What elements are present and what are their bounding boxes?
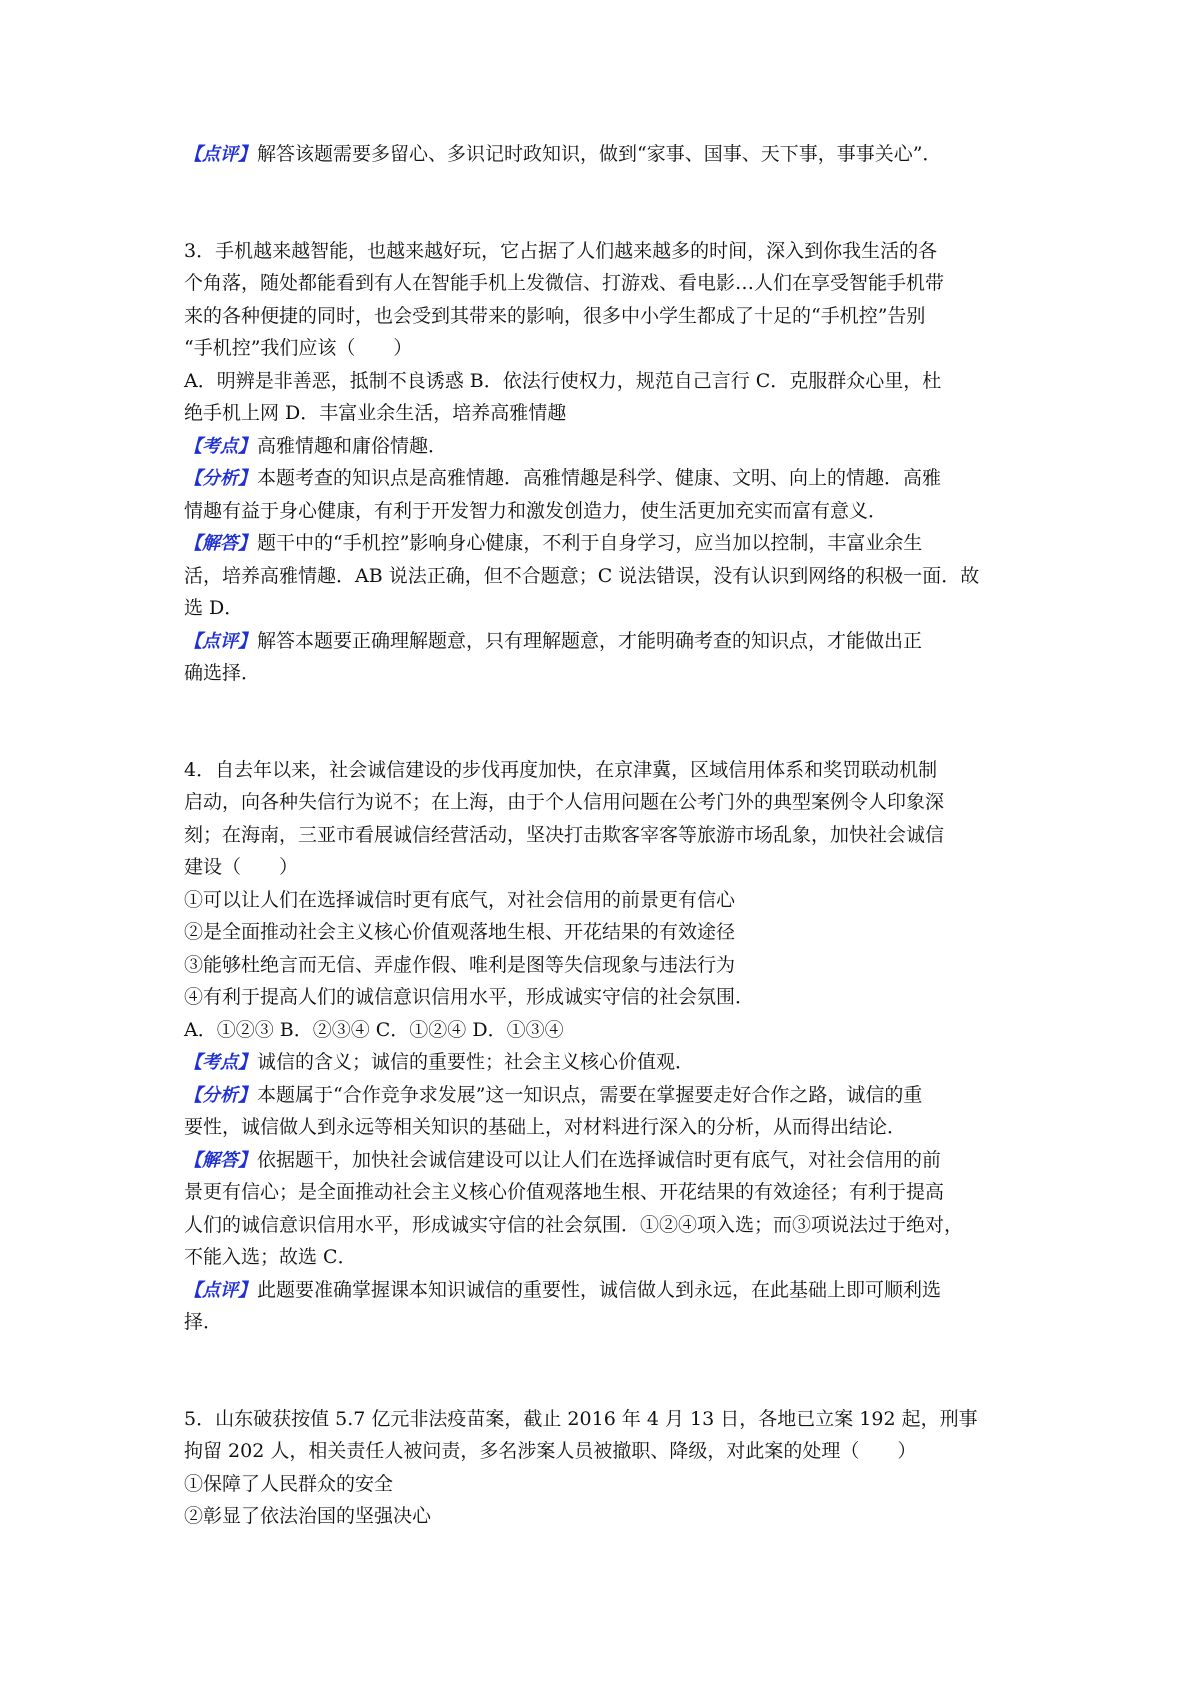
answer-text: 题干中的“手机控”影响身心健康，不利于自身学习，应当加以控制，丰富业余生 bbox=[257, 532, 923, 554]
question-stem-line: 启动，向各种失信行为说不；在上海，由于个人信用问题在公考门外的典型案例令人印象深 bbox=[184, 791, 945, 813]
comment-text: 解答该题需要多留心、多识记时政知识，做到“家事、国事、天下事，事事关心”． bbox=[257, 143, 942, 165]
analysis-line: 要性，诚信做人到永远等相关知识的基础上，对材料进行深入的分析，从而得出结论． bbox=[184, 1116, 907, 1138]
question-stem-line: 拘留 202 人，相关责任人被问责，多名涉案人员被撤职、降级，对此案的处理（ ） bbox=[184, 1440, 917, 1462]
point-text: 诚信的含义；诚信的重要性；社会主义核心价值观． bbox=[257, 1051, 695, 1073]
point-text: 高雅情趣和庸俗情趣． bbox=[257, 434, 448, 457]
analysis-tag: 【分析】 bbox=[184, 1084, 256, 1106]
comment-text: 此题要准确掌握课本知识诚信的重要性，诚信做人到永远，在此基础上即可顺利选 bbox=[257, 1278, 942, 1301]
analysis-line bbox=[184, 462, 1024, 495]
analysis-text: 本题属于“合作竞争求发展”这一知识点，需要在掌握要走好合作之路，诚信的重 bbox=[257, 1083, 923, 1106]
answer-line: 活，培养高雅情趣．AB 说法正确，但不合题意；C 说法错误，没有认识到网络的积极一面．故 bbox=[184, 564, 980, 587]
comment-text: 解答本题要正确理解题意，只有理解题意，才能明确考查的知识点，才能做出正 bbox=[257, 629, 923, 652]
answer-line bbox=[184, 1144, 1024, 1177]
answer-line: 人们的诚信意识信用水平，形成诚实守信的社会氛围．①②④项入选；而③项说法过于绝对， bbox=[184, 1213, 964, 1236]
answer-line: 景更有信心；是全面推动社会主义核心价值观落地生根、开花结果的有效途径；有利于提高 bbox=[184, 1181, 945, 1203]
point-tag: 【考点】 bbox=[184, 1052, 256, 1073]
question-stem-line: 个角落，随处都能看到有人在智能手机上发微信、打游戏、看电影…人们在享受智能手机带 bbox=[184, 272, 945, 294]
analysis-line bbox=[184, 1079, 1024, 1112]
question-5 bbox=[184, 1403, 1024, 1533]
analysis-tag: 【分析】 bbox=[184, 468, 256, 489]
answer-tag: 【解答】 bbox=[184, 1149, 256, 1171]
statement-item: ①保障了人民群众的安全 bbox=[184, 1472, 394, 1495]
point-line bbox=[184, 1046, 1024, 1079]
point-tag: 【考点】 bbox=[184, 435, 256, 457]
answer-line: 选 D． bbox=[184, 597, 244, 619]
statement-item: ①可以让人们在选择诚信时更有底气，对社会信用的前景更有信心 bbox=[184, 888, 736, 911]
analysis-line: 情趣有益于身心健康，有利于开发智力和激发创造力，使生活更加充实而富有意义． bbox=[184, 499, 888, 522]
answer-line: 不能入选；故选 C． bbox=[184, 1246, 357, 1268]
comment-line bbox=[184, 625, 1024, 658]
question-options-line: 绝手机上网 D．丰富业余生活，培养高雅情趣 bbox=[184, 402, 567, 424]
comment-line bbox=[184, 1274, 1024, 1307]
comment-tag: 【点评】 bbox=[184, 1279, 256, 1301]
question-stem-line: 3．手机越来越智能，也越来越好玩，它占据了人们越来越多的时间，深入到你我生活的各 bbox=[184, 239, 938, 262]
q2-comment bbox=[184, 138, 1024, 171]
analysis-text: 本题考查的知识点是高雅情趣．高雅情趣是科学、健康、文明、向上的情趣．高雅 bbox=[257, 467, 942, 489]
comment-line: 择． bbox=[184, 1311, 223, 1333]
comment-tag: 【点评】 bbox=[184, 630, 256, 652]
statement-item: ②彰显了依法治国的坚强决心 bbox=[184, 1505, 432, 1527]
question-options-line: A．明辨是非善恶，抵制不良诱惑 B．依法行使权力，规范自己言行 C．克服群众心里，杜 bbox=[184, 369, 942, 392]
answer-tag: 【解答】 bbox=[184, 533, 256, 554]
comment-tag: 【点评】 bbox=[184, 144, 256, 165]
comment-line: 确选择． bbox=[184, 662, 261, 684]
answer-line bbox=[184, 527, 1024, 560]
question-3 bbox=[184, 235, 1024, 690]
statement-item: ③能够杜绝言而无信、弄虚作假、唯利是图等失信现象与违法行为 bbox=[184, 953, 736, 976]
statement-item: ②是全面推动社会主义核心价值观落地生根、开花结果的有效途径 bbox=[184, 921, 736, 943]
question-4 bbox=[184, 754, 1024, 1339]
question-stem-line: 5．山东破获按值 5.7 亿元非法疫苗案，截止 2016 年 4 月 13 日，各地已立案 192 起，刑事 bbox=[184, 1407, 978, 1430]
statement-item: ④有利于提高人们的诚信意识信用水平，形成诚实守信的社会氛围． bbox=[184, 986, 755, 1008]
question-stem-line: 来的各种便捷的同时，也会受到其带来的影响，很多中小学生都成了十足的“手机控”告别 bbox=[184, 304, 926, 327]
question-stem-line: 建设（ ） bbox=[184, 856, 299, 878]
answer-text: 依据题干，加快社会诚信建设可以让人们在选择诚信时更有底气，对社会信用的前 bbox=[257, 1148, 942, 1171]
question-options-line: A．①②③ B．②③④ C．①②④ D．①③④ bbox=[184, 1018, 564, 1041]
point-line bbox=[184, 430, 1024, 463]
question-stem-line: 4．自去年以来，社会诚信建设的步伐再度加快，在京津冀，区域信用体系和奖罚联动机制 bbox=[184, 758, 938, 781]
question-stem-line: “手机控”我们应该（ ） bbox=[184, 337, 413, 359]
document-content bbox=[184, 138, 1024, 1533]
question-stem-line: 刻；在海南，三亚市看展诚信经营活动，坚决打击欺客宰客等旅游市场乱象，加快社会诚信 bbox=[184, 823, 945, 846]
